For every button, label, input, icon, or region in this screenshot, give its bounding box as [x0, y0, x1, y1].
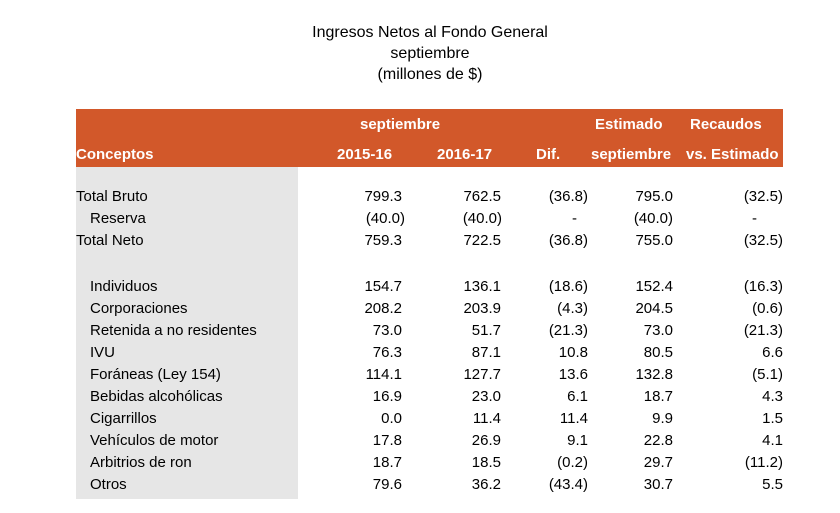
- cell-recaudos: 5.5: [762, 476, 783, 493]
- header-col-dif: Dif.: [536, 146, 561, 163]
- cell-recaudos: (32.5): [743, 232, 783, 249]
- cell-recaudos: 6.6: [762, 344, 783, 361]
- cell-recaudos: (16.3): [743, 278, 783, 295]
- cell-estimado: 204.5: [635, 300, 673, 317]
- row-label: Foráneas (Ley 154): [90, 366, 221, 383]
- table-row: [76, 230, 783, 252]
- cell-recaudos: 4.3: [762, 388, 783, 405]
- cell-2015-16: 76.3: [372, 344, 402, 361]
- cell-2015-16: 16.9: [372, 388, 402, 405]
- cell-2015-16: 17.8: [372, 432, 402, 449]
- cell-2016-17: 36.2: [471, 476, 501, 493]
- table-row: [76, 408, 783, 430]
- cell-2016-17: 26.9: [471, 432, 501, 449]
- cell-dif: (43.4): [548, 476, 588, 493]
- row-label: Vehículos de motor: [90, 432, 219, 449]
- header-col-2016-17: 2016-17: [437, 146, 493, 163]
- revenue-table: [76, 109, 783, 499]
- cell-2016-17: 127.7: [463, 366, 501, 383]
- cell-2015-16: 154.7: [364, 278, 402, 295]
- cell-recaudos: (21.3): [743, 322, 783, 339]
- row-label: IVU: [90, 344, 116, 361]
- cell-dif: (21.3): [548, 322, 588, 339]
- cell-dif: 13.6: [558, 366, 588, 383]
- row-label: Reserva: [90, 210, 146, 227]
- cell-2015-16: 759.3: [364, 232, 402, 249]
- cell-estimado: 9.9: [652, 410, 673, 427]
- header-group-recaudos: Recaudos: [690, 116, 762, 133]
- title-line-3: (millones de $): [377, 66, 483, 83]
- cell-estimado: 755.0: [635, 232, 673, 249]
- cell-recaudos: (11.2): [744, 454, 783, 471]
- table-row: [76, 430, 783, 452]
- table-row: [76, 320, 783, 342]
- cell-dif: -: [572, 210, 577, 227]
- cell-dif: (36.8): [548, 188, 588, 205]
- cell-estimado: 152.4: [635, 278, 673, 295]
- header-group-estimado: Estimado: [595, 116, 663, 133]
- cell-dif: (18.6): [548, 278, 588, 295]
- cell-estimado: 795.0: [635, 188, 673, 205]
- cell-2016-17: 136.1: [463, 278, 501, 295]
- row-label: Corporaciones: [90, 300, 188, 317]
- cell-estimado: 18.7: [643, 388, 673, 405]
- cell-2016-17: (40.0): [462, 210, 502, 227]
- cell-dif: 11.4: [559, 410, 588, 427]
- cell-2015-16: 208.2: [364, 300, 402, 317]
- cell-recaudos: (32.5): [743, 188, 783, 205]
- table-row: [76, 298, 783, 320]
- row-label: Total Bruto: [76, 188, 148, 205]
- header-group-septiembre: septiembre: [360, 116, 441, 133]
- cell-recaudos: (0.6): [752, 300, 783, 317]
- cell-2016-17: 203.9: [463, 300, 501, 317]
- table-row: [76, 208, 783, 230]
- table-body: [76, 167, 783, 499]
- row-label: Individuos: [90, 278, 158, 295]
- cell-recaudos: (5.1): [752, 366, 783, 383]
- cell-2015-16: 0.0: [381, 410, 402, 427]
- cell-estimado: 132.8: [635, 366, 673, 383]
- table-header: [76, 109, 783, 167]
- table-row: [76, 186, 783, 208]
- cell-estimado: 22.8: [643, 432, 673, 449]
- cell-2015-16: (40.0): [365, 210, 405, 227]
- cell-dif: 9.1: [567, 432, 588, 449]
- cell-dif: 6.1: [567, 388, 588, 405]
- table-row: [76, 386, 783, 408]
- row-label: Retenida a no residentes: [90, 322, 257, 339]
- report-title: [0, 22, 840, 85]
- table-row: [76, 364, 783, 386]
- table-row: [76, 452, 783, 474]
- row-label: Bebidas alcohólicas: [90, 388, 223, 405]
- table-row: [76, 342, 783, 364]
- cell-estimado: 29.7: [643, 454, 673, 471]
- cell-2016-17: 87.1: [471, 344, 501, 361]
- cell-dif: (4.3): [557, 300, 588, 317]
- row-label: Cigarrillos: [90, 410, 157, 427]
- cell-dif: (0.2): [557, 454, 588, 471]
- cell-2016-17: 51.7: [471, 322, 501, 339]
- cell-estimado: 30.7: [643, 476, 673, 493]
- cell-dif: (36.8): [548, 232, 588, 249]
- cell-2016-17: 11.4: [472, 410, 501, 427]
- row-label: Arbitrios de ron: [90, 454, 192, 471]
- cell-2015-16: 73.0: [372, 322, 402, 339]
- row-label: Total Neto: [76, 232, 144, 249]
- title-line-2: septiembre: [390, 45, 470, 62]
- header-conceptos: Conceptos: [76, 146, 154, 163]
- cell-2016-17: 762.5: [463, 188, 501, 205]
- title-line-1: Ingresos Netos al Fondo General: [312, 24, 548, 41]
- cell-2016-17: 722.5: [463, 232, 501, 249]
- table-row: [76, 474, 783, 496]
- cell-recaudos: 1.5: [762, 410, 783, 427]
- table-row: [76, 276, 783, 298]
- cell-dif: 10.8: [558, 344, 588, 361]
- cell-2015-16: 79.6: [372, 476, 402, 493]
- header-col-2015-16: 2015-16: [337, 146, 393, 163]
- cell-2015-16: 114.1: [365, 366, 402, 383]
- cell-estimado: 73.0: [643, 322, 673, 339]
- cell-2015-16: 18.7: [372, 454, 402, 471]
- cell-estimado: (40.0): [633, 210, 673, 227]
- cell-recaudos: 4.1: [762, 432, 783, 449]
- cell-2016-17: 18.5: [471, 454, 501, 471]
- header-col-estimado: septiembre: [591, 146, 672, 163]
- cell-estimado: 80.5: [643, 344, 673, 361]
- cell-2016-17: 23.0: [471, 388, 501, 405]
- cell-recaudos: -: [752, 210, 757, 227]
- cell-2015-16: 799.3: [364, 188, 402, 205]
- header-col-recaudos: vs. Estimado: [686, 146, 779, 163]
- row-label: Otros: [90, 476, 127, 493]
